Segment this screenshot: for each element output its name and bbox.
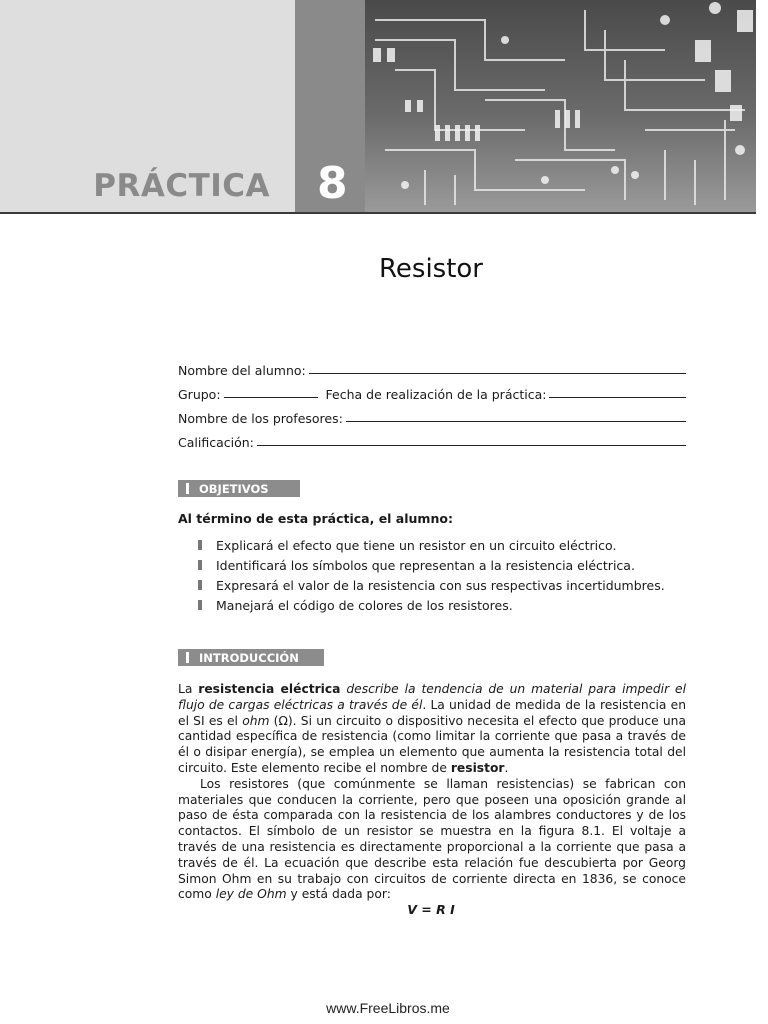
term-resistor: resistor bbox=[450, 760, 505, 775]
objective-text: Explicará el efecto que tiene un resistor en un circuito eléctrico. bbox=[216, 537, 617, 553]
introduction-heading-text: INTRODUCCIÓN bbox=[199, 650, 299, 665]
bullet-icon bbox=[198, 540, 202, 550]
list-item bbox=[198, 535, 665, 555]
objectives-intro: Al término de esta práctica, el alumno: bbox=[178, 511, 453, 526]
term-resistencia-electrica: resistencia eléctrica bbox=[198, 682, 341, 696]
circuit-board-image bbox=[365, 0, 756, 212]
unit-ohm: ohm bbox=[242, 713, 270, 728]
objectives-heading bbox=[178, 480, 300, 497]
page-title: Resistor bbox=[379, 254, 483, 284]
objectives-list bbox=[198, 535, 665, 615]
practica-number: 8 bbox=[317, 158, 348, 209]
objective-text: Manejará el código de colores de los resistores. bbox=[216, 597, 513, 613]
ley-de-ohm-term: ley de Ohm bbox=[215, 887, 287, 902]
objective-text: Expresará el valor de la resistencia con sus respectivas incertidumbres. bbox=[216, 577, 665, 593]
group-label: Grupo: bbox=[178, 387, 221, 402]
student-name-label: Nombre del alumno: bbox=[178, 363, 306, 378]
grade-line bbox=[257, 445, 686, 446]
introduction-body bbox=[178, 682, 686, 903]
bullet-icon bbox=[198, 580, 202, 590]
footer-url: www.FreeLibros.me bbox=[326, 1000, 450, 1016]
banner-bottom-rule bbox=[0, 212, 756, 214]
heading-marker bbox=[186, 483, 189, 494]
objective-text: Identificará los símbolos que representan a la resistencia eléctrica. bbox=[216, 557, 635, 573]
list-item bbox=[198, 555, 665, 575]
paragraph-1: La resistencia eléctrica describe la tendencia de un material para impedir el flujo de cargas eléctricas a través de él. La unidad de medida de la resistencia en el SI es el ohm (Ω). Si un circuito o dispositivo necesita el efecto que produce una cantidad específica de resistencia (como limitar la corriente que pasa a través de él o disipar energía), se emplea un elemento que aumenta la resistencia total del circuito. Este elemento recibe el nombre de resistor. bbox=[178, 682, 686, 775]
paragraph-2: Los resistores (que comúnmente se llaman resistencias) se fabrican con materiales que conducen la corriente, pero que poseen una oposición grande al paso de ésta comparada con la resistencia de los alambres conductores y de los contactos. El símbolo de un resistor se muestra en la figura 8.1. El voltaje a través de una resistencia es directamente proporcional a la corriente que pasa a través de él. La ecuación que describe esta relación fue descubierta por Georg Simon Ohm en su trabajo con circuitos de corriente directa en 1836, se conoce como ley de Ohm y está dada por: bbox=[178, 776, 686, 902]
student-info-form bbox=[178, 354, 686, 450]
header-banner bbox=[0, 0, 756, 214]
form-row-student-name bbox=[178, 354, 686, 378]
ohms-law-formula: V = R I bbox=[407, 902, 455, 917]
introduction-heading bbox=[178, 649, 324, 666]
date-line bbox=[549, 397, 686, 398]
bullet-icon bbox=[198, 600, 202, 610]
professors-label: Nombre de los profesores: bbox=[178, 411, 343, 426]
definition-text: describe la tendencia de un material para impedir el flujo de cargas eléctricas a través de él bbox=[178, 682, 686, 712]
form-row-group-date bbox=[178, 378, 686, 402]
practica-label: PRÁCTICA bbox=[93, 168, 270, 204]
list-item bbox=[198, 575, 665, 595]
professors-line bbox=[346, 421, 686, 422]
date-label: Fecha de realización de la práctica: bbox=[325, 387, 547, 402]
student-name-line bbox=[309, 373, 686, 374]
group-line bbox=[224, 397, 318, 398]
form-row-professors bbox=[178, 402, 686, 426]
bullet-icon bbox=[198, 560, 202, 570]
list-item bbox=[198, 595, 665, 615]
objectives-heading-text: OBJETIVOS bbox=[199, 481, 269, 496]
grade-label: Calificación: bbox=[178, 435, 254, 450]
form-row-grade bbox=[178, 426, 686, 450]
heading-marker bbox=[186, 652, 189, 663]
